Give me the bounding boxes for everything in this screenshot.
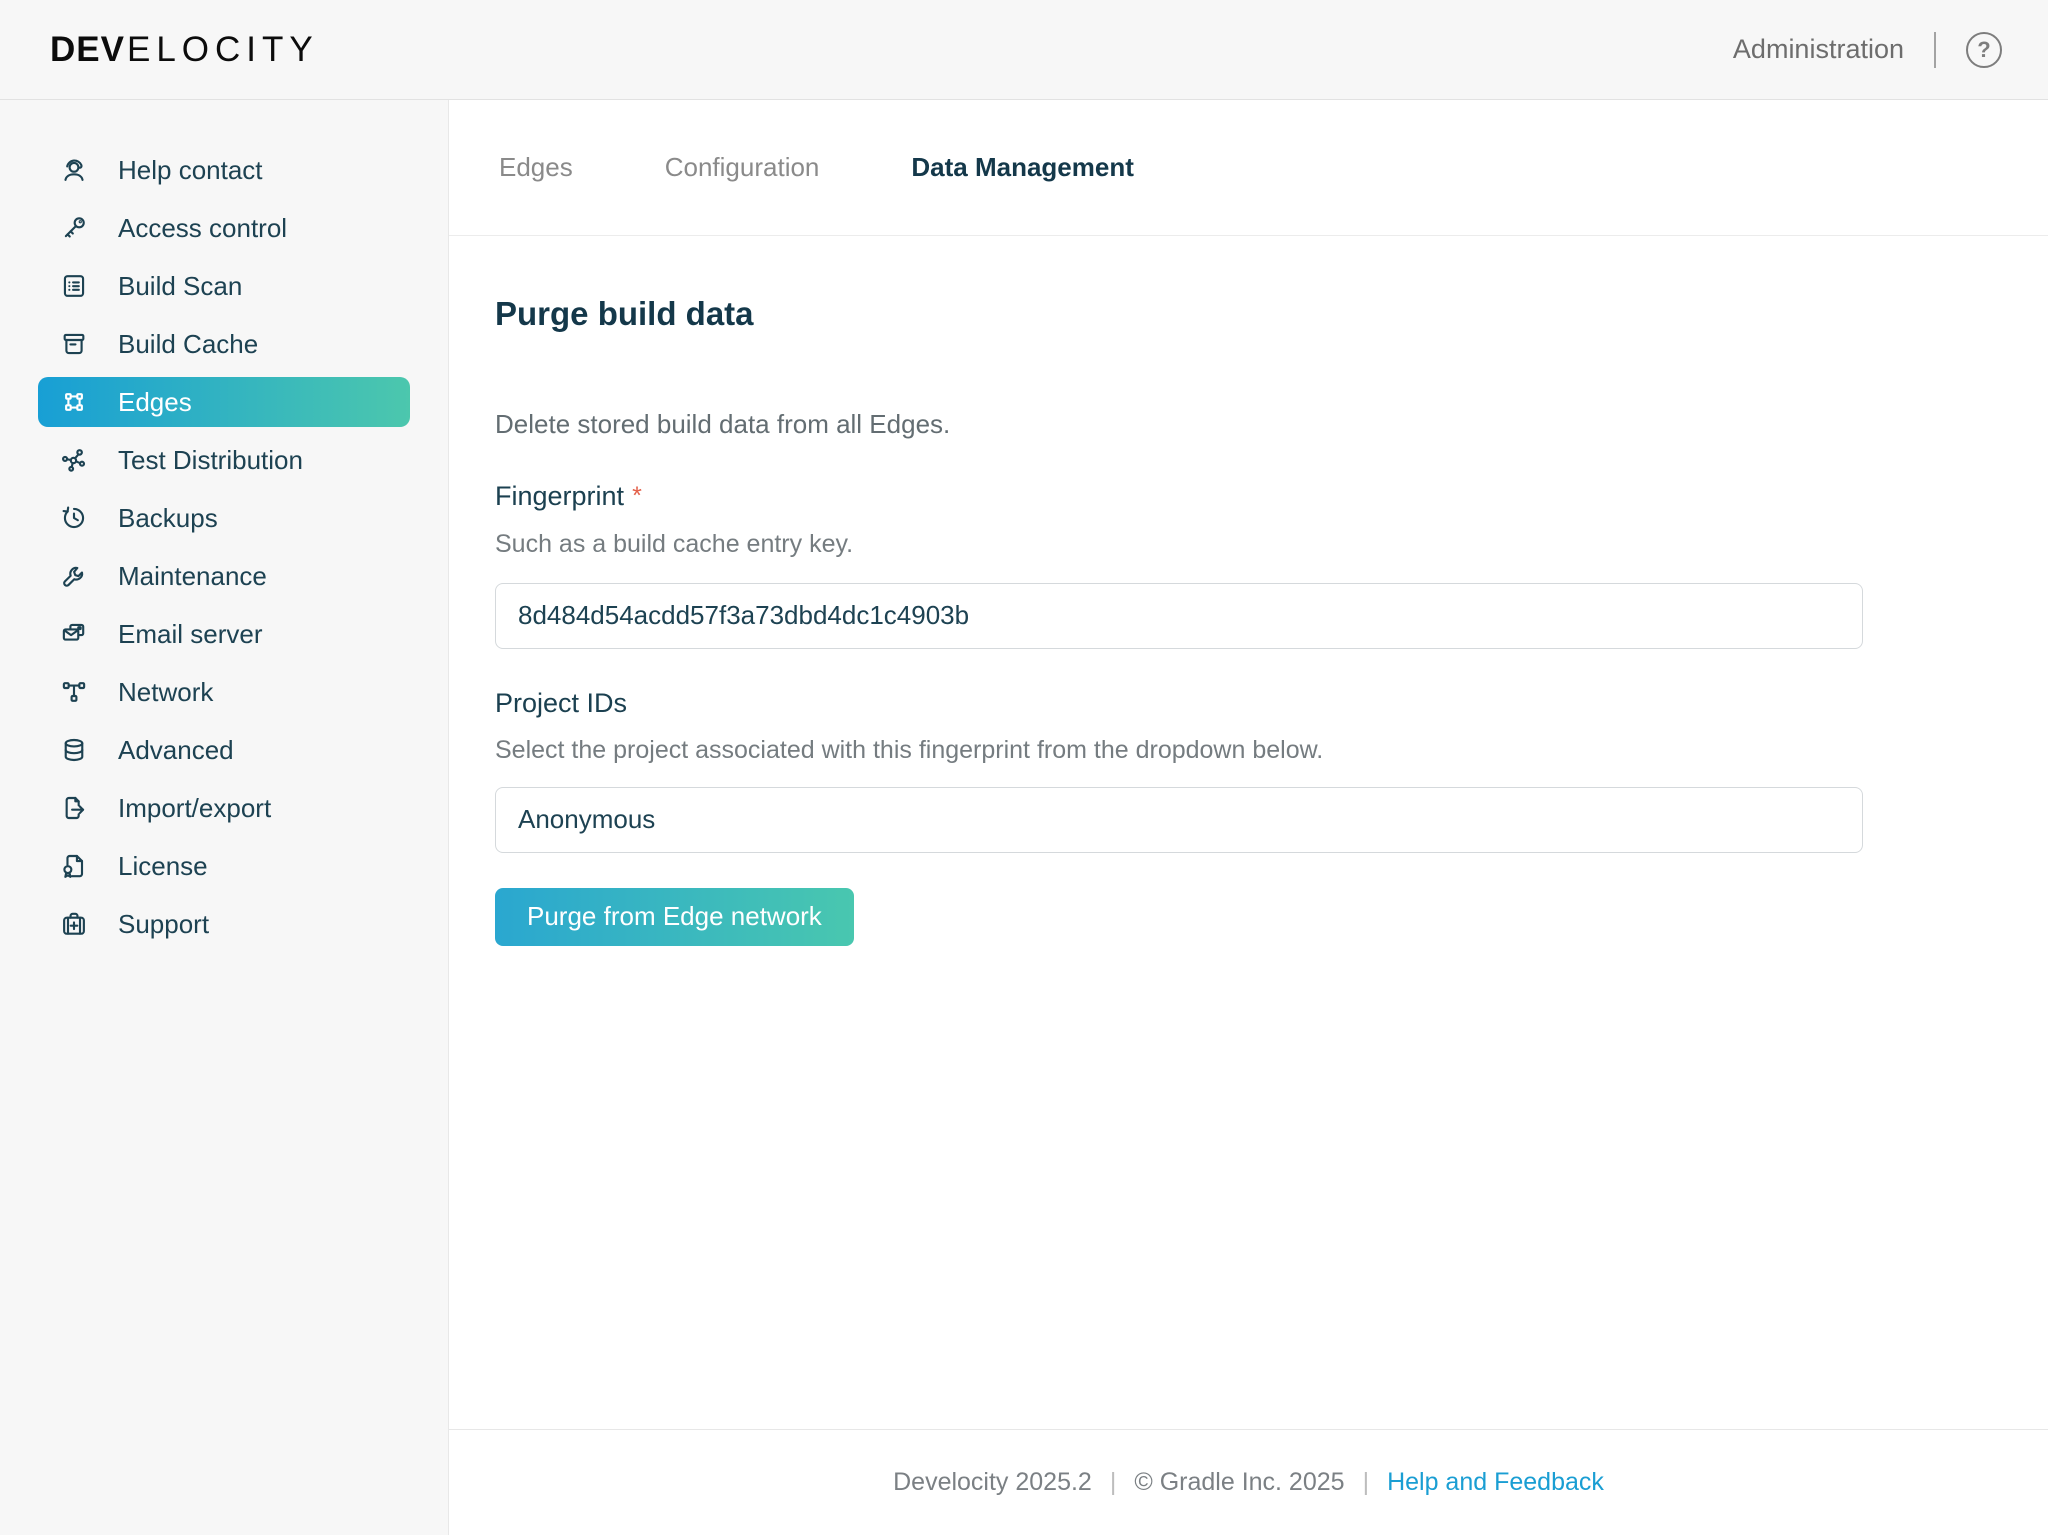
email-server-icon [58, 618, 90, 650]
sidebar-item-test-distribution[interactable] [38, 435, 410, 485]
fingerprint-hint: Such as a build cache entry key. [495, 529, 854, 558]
sidebar-item-import-export[interactable] [38, 783, 410, 833]
sidebar-item-label: Advanced [118, 734, 234, 765]
sidebar-item-label: Maintenance [118, 560, 267, 591]
sidebar-item-label: Import/export [118, 792, 272, 823]
sidebar-item-label: Email server [118, 618, 263, 649]
sidebar-item-license[interactable] [38, 841, 410, 891]
help-and-feedback-link[interactable]: Help and Feedback [1387, 1468, 1604, 1496]
top-bar [0, 0, 2048, 100]
sidebar-item-maintenance[interactable] [38, 551, 410, 601]
sidebar-item-advanced[interactable] [38, 725, 410, 775]
administration-label[interactable]: Administration [1732, 34, 1904, 64]
sidebar-item-label: License [118, 850, 208, 881]
required-asterisk: * [632, 481, 642, 510]
purge-build-data-section [449, 236, 2048, 1429]
help-contact-icon [58, 154, 90, 186]
sidebar-item-label: Network [118, 676, 214, 707]
project-ids-hint: Select the project associated with this fingerprint from the dropdown below. [495, 735, 1324, 764]
support-icon [58, 908, 90, 940]
tab-edges[interactable]: Edges [499, 152, 573, 182]
sidebar-item-build-cache[interactable] [38, 319, 410, 369]
sidebar-item-label: Test Distribution [118, 444, 303, 475]
database-icon [58, 734, 90, 766]
build-scan-icon [58, 270, 90, 302]
sidebar-item-edges[interactable] [38, 377, 410, 427]
develocity-logo [50, 30, 319, 70]
logo-light-text: ELOCITY [126, 29, 319, 69]
history-icon [58, 502, 90, 534]
sidebar-item-backups[interactable] [38, 493, 410, 543]
sidebar-item-label: Help contact [118, 154, 263, 185]
logo-bold-text: DEV [50, 29, 125, 69]
footer-separator: | [1109, 1468, 1117, 1496]
sidebar-item-build-scan[interactable] [38, 261, 410, 311]
sidebar-item-label: Edges [118, 386, 192, 417]
sidebar-item-access-control[interactable] [38, 203, 410, 253]
import-export-icon [58, 792, 90, 824]
sidebar-item-label: Support [118, 908, 210, 939]
page-title: Purge build data [495, 295, 754, 332]
sidebar-item-support[interactable] [38, 899, 410, 949]
sidebar-item-email-server[interactable] [38, 609, 410, 659]
license-icon [58, 850, 90, 882]
edges-tab-bar [449, 100, 2048, 236]
purge-from-edge-network-button[interactable]: Purge from Edge network [495, 888, 854, 946]
footer-version: Develocity 2025.2 [893, 1468, 1092, 1496]
footer [449, 1429, 2048, 1535]
sidebar-item-network[interactable] [38, 667, 410, 717]
sidebar-item-label: Build Cache [118, 328, 259, 359]
test-distribution-icon [58, 444, 90, 476]
fingerprint-label: Fingerprint * [495, 480, 642, 511]
sidebar-item-label: Backups [118, 502, 218, 533]
page-description: Delete stored build data from all Edges. [495, 408, 951, 439]
edges-icon [58, 386, 90, 418]
tab-configuration[interactable]: Configuration [664, 152, 820, 182]
main-panel [449, 100, 2048, 1535]
build-cache-icon [58, 328, 90, 360]
sidebar-nav-list [38, 145, 410, 949]
sidebar-item-label: Access control [118, 212, 288, 243]
network-icon [58, 676, 90, 708]
admin-sidebar [0, 100, 449, 1535]
project-ids-label: Project IDs [495, 687, 628, 718]
topbar-divider [1934, 32, 1936, 68]
sidebar-item-help-contact[interactable] [38, 145, 410, 195]
project-ids-input[interactable] [495, 787, 1863, 853]
topbar-right-cluster [1733, 32, 2002, 68]
tab-data-management[interactable]: Data Management [911, 152, 1134, 182]
help-icon[interactable]: ? [1966, 32, 2002, 68]
key-icon [58, 212, 90, 244]
footer-separator: | [1362, 1468, 1370, 1496]
fingerprint-input[interactable] [495, 583, 1863, 649]
sidebar-item-label: Build Scan [118, 270, 243, 301]
footer-copyright: © Gradle Inc. 2025 [1134, 1468, 1345, 1496]
wrench-icon [58, 560, 90, 592]
